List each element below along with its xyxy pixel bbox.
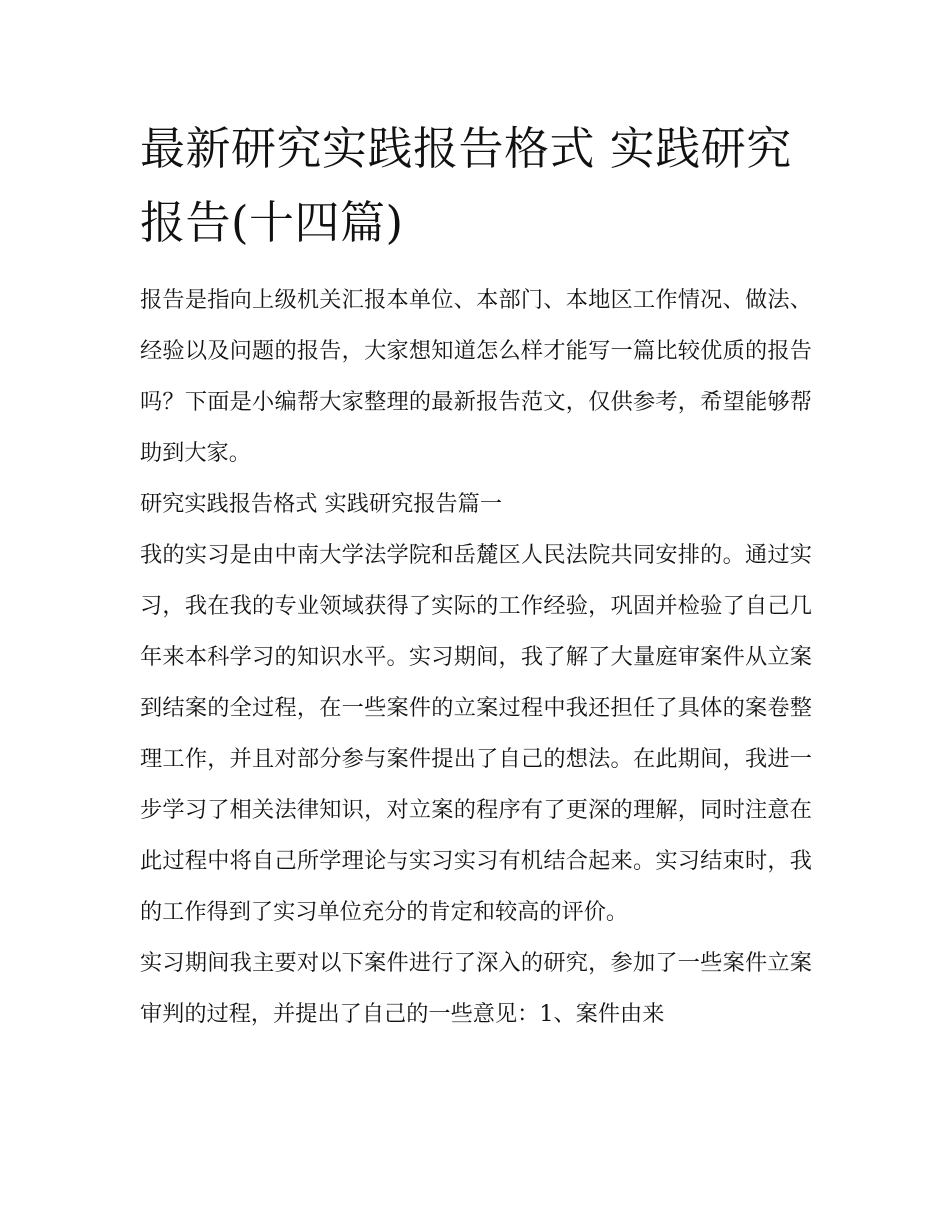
body-paragraph-1: 我的实习是由中南大学法学院和岳麓区人民法院共同安排的。通过实习，我在我的专业领域获得了实际的工作经验，巩固并检验了自己几年来本科学习的知识水平。实习期间，我了解了大量庭审案件从立案到结案的全过程，在一些案件的立案过程中我还担任了具体的案卷整理工作，并且对部分参与案件提出了自己的想法。在此期间，我进一步学习了相关法律知识，对立案的程序有了更深的理解，同时注意在此过程中将自己所学理论与实习实习有机结合起来。实习结束时，我的工作得到了实习单位充分的肯定和较高的评价。	[140, 542, 812, 925]
intro-paragraph: 报告是指向上级机关汇报本单位、本部门、本地区工作情况、做法、经验以及问题的报告，大家想知道怎么样才能写一篇比较优质的报告吗？下面是小编帮大家整理的最新报告范文，仅供参考，希望能够帮助到大家。	[140, 287, 812, 466]
document-title: 最新研究实践报告格式 实践研究报告(十四篇)	[140, 122, 792, 249]
document-body	[140, 112, 812, 1040]
body-paragraph-2: 实习期间我主要对以下案件进行了深入的研究，参加了一些案件立案审判的过程，并提出了自己的一些意见：1、案件由来	[140, 950, 812, 1027]
section-heading: 研究实践报告格式 实践研究报告篇一	[140, 491, 503, 517]
